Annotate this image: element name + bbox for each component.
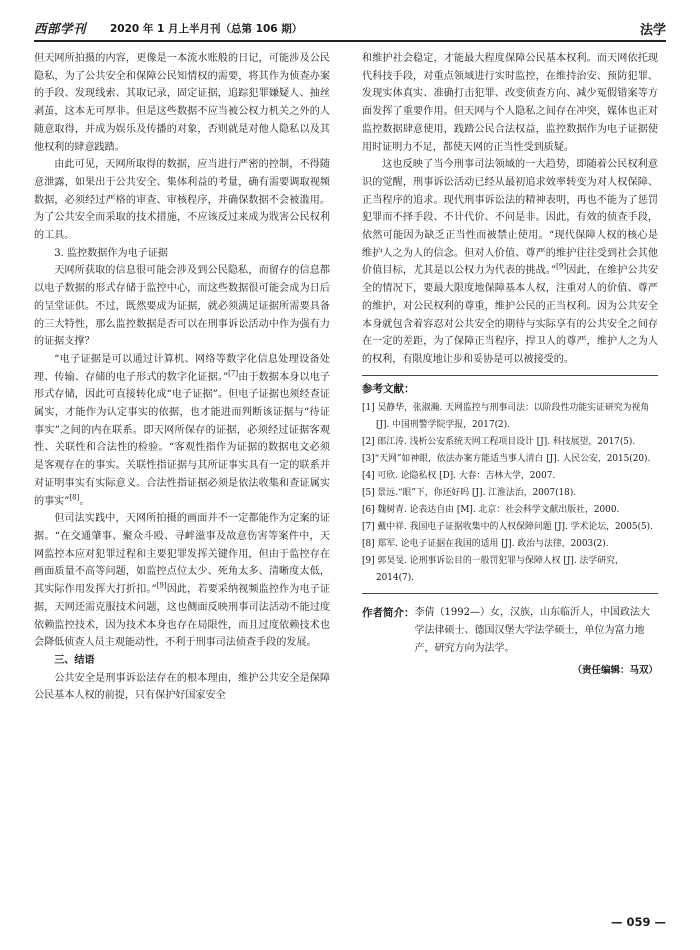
citation-ref: [9] [556,263,567,272]
reference-item: [1] 吴静华，张淑瀚. 天网监控与刑事司法：以阶段性功能实证研究为视角 [J]. 中国刑警学院学报，2017(2). [362,402,650,430]
paragraph-text: 但司法实践中，天网所拍摄的画面并不一定都能作为定案的证据。“在交通肇事、聚众斗殴、寻衅滋事及故意伤害等案件中，天网监控本应对犯罪过程和主要犯罪发挥关键作用，但由于监控存在画面质量不高等问题，如监控点位太少、死角太多、清晰度太低，其实际作用发挥大打折扣。” [34,513,330,596]
page-header [34,18,666,42]
divider [362,375,658,376]
references-title: 参考文献： [362,382,415,395]
page-number: — 059 — [610,915,666,929]
paragraph: 公共安全是刑事诉讼法存在的根本理由，维护公共安全是保障公民基本人权的前提，只有保护好国家安全 [34,672,330,702]
references-list [362,400,658,587]
reference-item: [5] 景远.“眼”下，你还好吗 [J]. 江淮法治，2007(18). [362,487,577,498]
right-column [362,50,658,679]
reference-item: [8] 郑军. 论电子证据在我国的适用 [J]. 政治与法律，2003(2). [362,538,609,549]
reference-item: [6] 魏树青. 论表达自由 [M]. 北京：社会科学文献出版社，2000. [362,504,620,515]
paragraph-text: 这也反映了当今刑事司法领域的一大趋势，即随着公民权利意识的觉醒，刑事诉讼活动已经从最初追求效率转变为对人权保障、正当程序的追求。现代刑事诉讼法的精神表明，再也不能为了惩罚犯罪而不择手段、不计代价、不问是非。因此，有效的侦查手段，依然可能因为缺乏正当性而被禁止使用。“现代保障人权的核心是维护人之为人的信念。但对人价值、尊严的维护往往受到社会其他价值目标，尤其是以公权力为代表的挑战。” [362,159,658,277]
paragraph: 由此可见，天网所取得的数据，应当进行严密的控制，不得随意泄露，如果出于公共安全、集体利益的考量，确有需要调取视频数据，必须经过严格的审查、审核程序，并确保数据不会被滥用。为了公共安全而采取的技术措施，不应该反过来成为戕害公民权利的工具。 [34,159,330,242]
citation-ref: [9] [156,581,167,590]
paragraph-text: 因此，若要采纳视频监控作为电子证据，天网还需克服技术问题，这也侧面反映刑事司法活动不能过度依赖监控技术，因为技术本身也存在局限性，而且过度依赖技术也会降低侦查人员主观能动性，不利于刑事司法侦查手段的发展。 [34,584,330,649]
journal-logo: 西部学刊 [34,21,87,36]
author-bio [362,604,658,658]
reference-item: [9] 郭昊旻. 论刑事诉讼目的一般罚犯罪与保障人权 [J]. 法学研究，2014(7). [362,555,624,583]
citation-ref: [8] [69,493,80,502]
editor-credit: （责任编辑：马双） [572,664,658,676]
paragraph [362,156,658,368]
divider [362,593,658,594]
paragraph: 和维护社会稳定，才能最大程度保障公民基本权利。而天网依托现代科技手段，对重点领域进行实时监控，在维持治安、预防犯罪、发现实体真实、准确打击犯罪、改变侦查方向、减少冤假错案等方面发挥了重要作用。但天网与个人隐私之间存在冲突，媒体也正对监控数据肆意使用，践踏公民合法权益，监控数据作为电子证据使用时证明力不足，都使天网的正当性受到质疑。 [362,53,658,153]
reference-item: [3]“天网”如神眼，依法办案方能适当事人清白 [J]. 人民公安，2015(20). [362,453,651,464]
subsection-heading: 3. 监控数据作为电子证据 [54,247,168,259]
paragraph: 天网所获取的信息很可能会涉及到公民隐私，而留存的信息都以电子数据的形式存储于监控中心，而这些数据很可能会成为日后的呈堂证供。不过，既然要成为证据，就必须满足证据所需要具备的三大特性，那么监控数据是否可以在刑事诉讼活动中作为强有力的证据支撑？ [34,265,330,348]
quote-text: “电子证据是可以通过计算机、网络等数字化信息处理设备处理、传输、存储的电子形式的数字化证据。” [34,353,330,383]
author-text: 李倩（1992—）女，汉族，山东临沂人，中国政法大学法律硕士、德国汉堡大学法学硕士，单位为富力地产，研究方向为法学。 [414,606,650,654]
paragraph-text: 由于数据本身以电子形式存储，因此可直接转化成“电子证据”。但电子证据也须经查证属实，才能作为认定事实的依据，也才能进而判断该证据与“待证事实”之间的内在联系。即天网所保存的证据，必须经过证据客观性、关联性和合法性的检验。“客观性指作为证据的数据电文必须是客观存在的事实。关联性指证据与其所证事实具有一定的联系并对证明事实有实际意义。合法性指证据必须是依法收集和查证属实的事实” [34,371,331,507]
paragraph: 但天网所拍摄的内容，更像是一本流水账般的日记，可能涉及公民隐私，为了公共安全和保障公民知情权的需要，将其作为侦查办案的手段、发现线索、其取记录，固定证据，追踪犯罪嫌疑人、抽丝剥茧，这本无可厚非。但是这些数据不应当被公权力机关之外的人随意取得，并成为娱乐及传播的对象，否则就是对他人隐私以及其他权利的肆意践踏。 [34,53,330,153]
section-heading: 三、结语 [54,654,95,666]
author-label: 作者简介： [362,606,415,619]
paragraph [34,510,330,652]
citation-ref: [7] [228,369,239,378]
section-label: 法学 [639,23,666,38]
left-column [34,50,330,705]
paragraph-end: 。 [79,495,90,507]
paragraph [34,351,330,510]
reference-item: [4] 可欣. 论隐私权 [D]. 大春：吉林大学，2007. [362,470,556,481]
issue-info: 2020 年 1 月上半月刊（总第 106 期） [110,23,303,35]
reference-item: [7] 戴中祥. 我国电子证据收集中的人权保障问题 [J]. 学术论坛，2005(5). [362,521,653,532]
reference-item: [2] 郎江涛. 浅析公安系统天网工程项目设计 [J]. 科技展望，2017(5). [362,436,636,447]
paragraph-text: 因此，在维护公共安全的情况下，要最大限度地保障基本人权，注重对人的价值、尊严的维护，对公民权利的尊重，维护公民的正当权利。因为公共安全本身就包含着容忍对公共安全的期待与实际享有的公共安全之间存在一定的差距，为了保障正当程序，捍卫人的尊严，维护人之为人的权利，有限度地让步和妥协是可以被接受的。 [362,265,659,365]
